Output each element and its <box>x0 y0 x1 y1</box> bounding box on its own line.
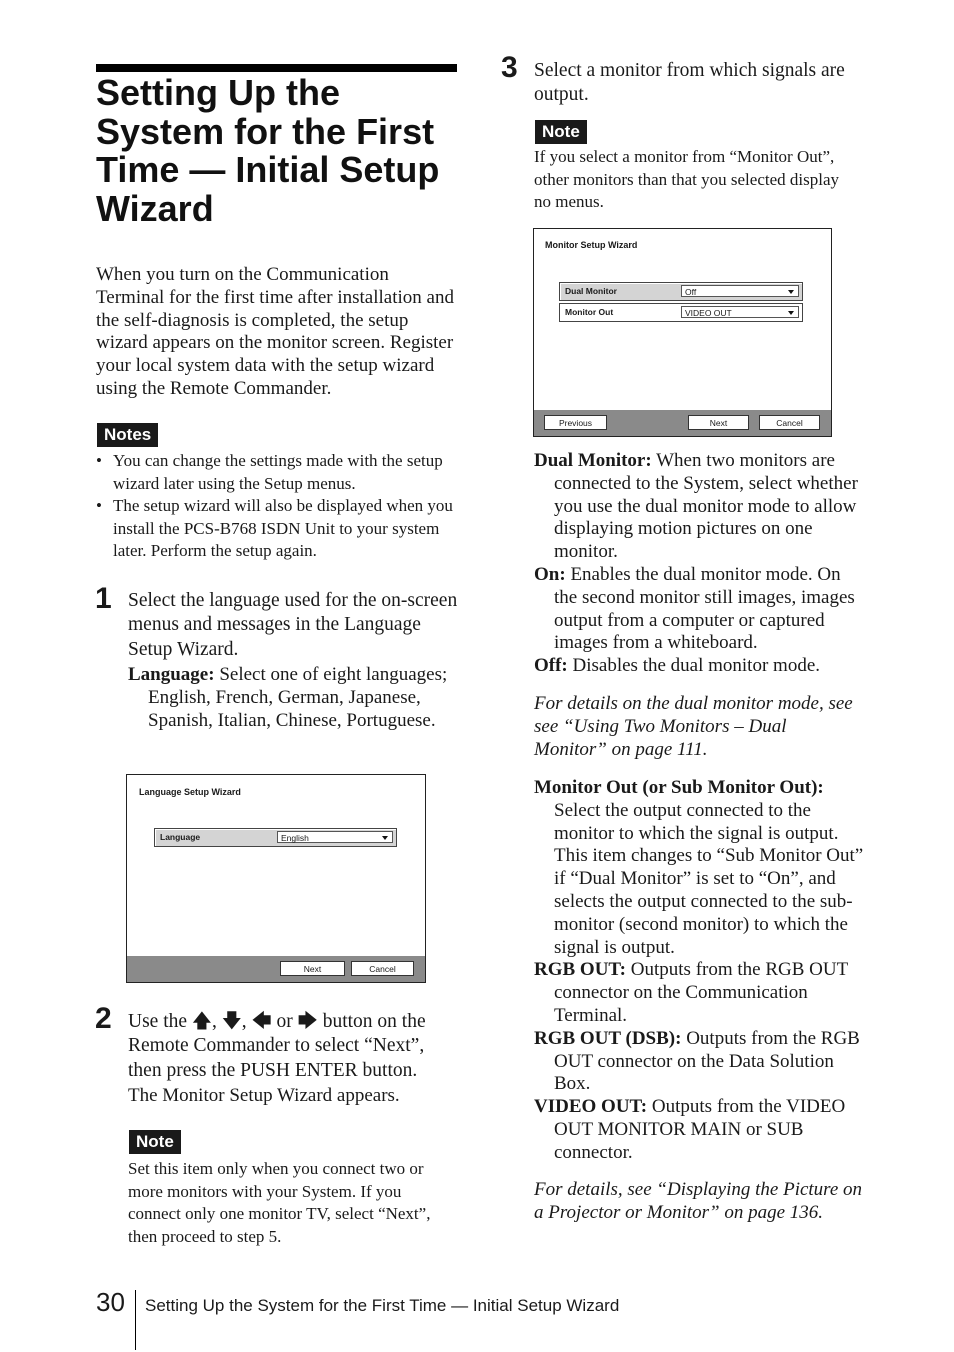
def-text: Enables the dual monitor mode. On the second monitor still images, images output from a computer or captured images from a whiteboard. <box>554 563 855 654</box>
step-3-note: If you select a monitor from “Monitor Out”, other monitors than that you selected display no menus. <box>534 147 839 212</box>
dual-monitor-select[interactable] <box>681 285 799 297</box>
def-text: When two monitors are connected to the System, select whether you use the dual monitor mode to allow displaying motion pictures on one monitor. <box>554 450 858 563</box>
def-term: VIDEO OUT: <box>534 1096 648 1118</box>
chevron-down-icon <box>788 311 794 315</box>
note-label: Note <box>129 1130 181 1154</box>
step-2-result: The Monitor Setup Wizard appears. <box>128 1085 400 1106</box>
wizard-title: Language Setup Wizard <box>139 787 241 797</box>
def-text: Select one of eight languages; English, French, German, Japanese, Spanish, Italian, Chinese, Portuguese. <box>148 664 448 731</box>
chevron-down-icon <box>788 290 794 294</box>
language-select[interactable] <box>277 831 393 843</box>
dual-monitor-reference: For details on the dual monitor mode, see see “Using Two Monitors – Dual Monitor” on page 111. <box>534 693 853 760</box>
step-2-note: Set this item only when you connect two or more monitors with your System. If you connect only one monitor TV, select “Next”, then proceed to step 5. <box>128 1159 431 1246</box>
monitor-out-select[interactable] <box>681 306 799 318</box>
step-1-number: 1 <box>95 582 112 615</box>
arrow-down-icon: 🡇 <box>221 1011 242 1032</box>
sep: , <box>211 1011 222 1032</box>
chevron-down-icon <box>382 836 388 840</box>
language-definition <box>128 664 478 732</box>
def-term: RGB OUT (DSB): <box>534 1027 682 1049</box>
definition-item <box>534 655 864 678</box>
next-button[interactable]: Next <box>688 415 749 430</box>
definition-item <box>534 564 864 655</box>
monitor-out-label: Monitor Out <box>565 307 614 317</box>
arrow-right-icon: 🡆 <box>297 1011 318 1032</box>
dual-monitor-label: Dual Monitor <box>565 286 617 296</box>
sep: , <box>241 1011 252 1032</box>
arrow-left-icon: 🡄 <box>251 1011 272 1032</box>
notes-label: Notes <box>97 423 158 447</box>
language-setup-wizard-screen <box>126 774 426 983</box>
language-row[interactable] <box>154 828 397 847</box>
def-text: Select the output connected to the monitor to which the signal is output. This item changes to “Sub Monitor Out” if “Dual Monitor” is set to “On”, and selects the output connected to the sub-monitor (second monitor) to which the signal is output. <box>554 799 864 958</box>
step-1-text: Select the language used for the on-screen menus and messages in the Language Setup Wizard. <box>128 590 458 660</box>
monitor-out-row[interactable] <box>559 303 803 322</box>
step-2-text-pre: Use the <box>128 1011 192 1032</box>
definition-item <box>534 777 864 959</box>
step-3-number: 3 <box>501 51 518 84</box>
intro-paragraph: When you turn on the Communication Terminal for the first time after installation and the self-diagnosis is completed, the setup wizard appears on the monitor screen. Register your local system data with the setup wizard using the Remote Commander. <box>96 264 454 399</box>
definition-item <box>534 1028 864 1096</box>
monitor-out-value: VIDEO OUT <box>685 308 732 318</box>
previous-button[interactable]: Previous <box>544 415 607 430</box>
def-term: On: <box>534 563 566 585</box>
page-number: 30 <box>96 1287 125 1317</box>
wizard-button-bar <box>127 956 425 982</box>
def-term: Dual Monitor: <box>534 450 652 471</box>
list-item: • You can change the settings made with the setup wizard later using the Setup menus. <box>96 450 458 495</box>
notes-list <box>96 450 458 563</box>
cancel-button[interactable]: Cancel <box>351 961 414 976</box>
step-2-text-post: button on the Remote Commander to select “Next”, then press the PUSH ENTER button. <box>128 1011 426 1081</box>
next-button[interactable]: Next <box>280 961 345 976</box>
wizard-title: Monitor Setup Wizard <box>545 240 638 250</box>
projector-reference: For details, see “Displaying the Picture on a Projector or Monitor” on page 136. <box>534 1179 863 1223</box>
monitor-setup-wizard-screen <box>533 228 832 437</box>
def-term: RGB OUT: <box>534 959 627 981</box>
definition-item <box>534 1096 864 1164</box>
dual-monitor-value: Off <box>685 287 697 297</box>
title-rule <box>96 64 457 72</box>
monitor-out-definitions <box>534 777 864 1165</box>
sep: or <box>271 1011 298 1032</box>
def-text: Outputs from the VIDEO OUT MONITOR MAIN or SUB connector. <box>554 1096 846 1163</box>
def-term: Off: <box>534 655 568 677</box>
cancel-button[interactable]: Cancel <box>759 415 820 430</box>
list-item: • The setup wizard will also be displayed when you install the PCS-B768 ISDN Unit to your system later. Perform the setup again. <box>96 495 458 563</box>
step-3-text: Select a monitor from which signals are output. <box>534 60 845 106</box>
footer-divider <box>135 1290 136 1350</box>
language-value: English <box>281 833 309 843</box>
language-label: Language <box>160 832 201 842</box>
arrow-up-icon: 🡅 <box>191 1011 212 1032</box>
dual-monitor-row[interactable] <box>559 282 803 301</box>
footer-running-title: Setting Up the System for the First Time — Initial Setup Wizard <box>145 1296 620 1315</box>
def-term: Monitor Out (or Sub Monitor Out): <box>534 777 824 798</box>
def-text: Disables the dual monitor mode. <box>567 655 820 677</box>
wizard-button-bar <box>534 410 831 436</box>
definition-item <box>534 959 864 1027</box>
step-2-text <box>128 1010 458 1083</box>
def-text: Outputs from the RGB OUT connector on the Communication Terminal. <box>554 959 848 1026</box>
dual-monitor-definitions <box>534 450 864 678</box>
def-term: Language: <box>128 664 215 685</box>
step-2-number: 2 <box>95 1002 112 1035</box>
note-label: Note <box>535 120 587 144</box>
page-title: Setting Up the System for the First Time — Initial Setup Wizard <box>96 72 440 229</box>
definition-item <box>534 450 864 564</box>
def-text: Outputs from the RGB OUT connector on the Data Solution Box. <box>554 1027 860 1095</box>
